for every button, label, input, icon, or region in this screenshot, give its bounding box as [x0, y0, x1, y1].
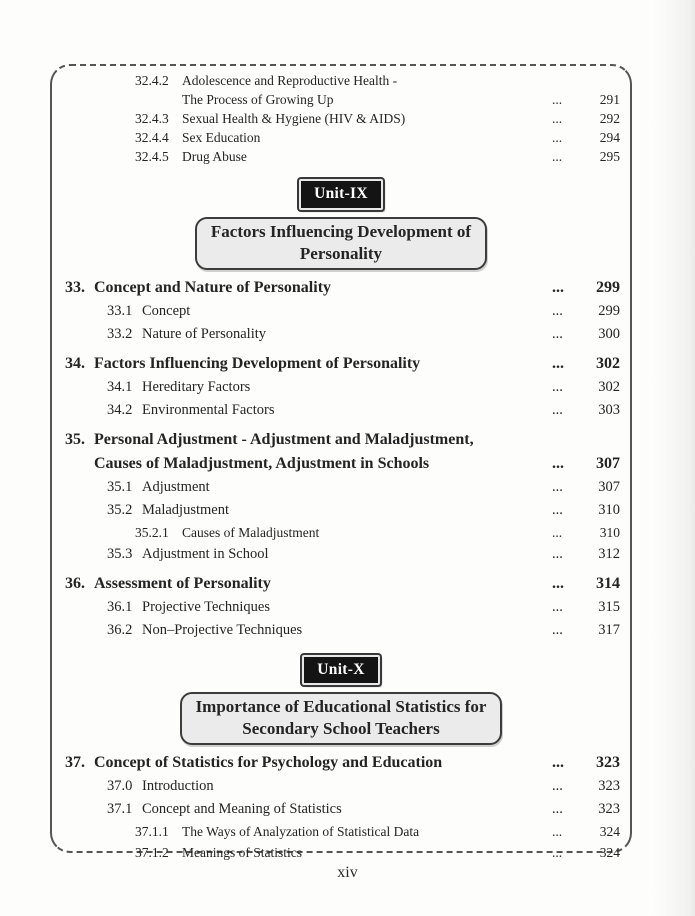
toc-entry-title: Concept	[142, 302, 191, 319]
toc-entry-title: Adjustment in School	[142, 545, 269, 562]
toc-entry-title: Concept and Meaning of Statistics	[142, 801, 342, 817]
toc-leader-dots: ...	[552, 598, 563, 615]
toc-entry-page: 323	[598, 778, 620, 794]
toc-entry-title: Nature of Personality	[142, 325, 267, 342]
toc-leader-dots: ...	[552, 501, 563, 518]
toc-leader-dots: ...	[552, 354, 564, 372]
toc-entry-number: 33.2	[107, 325, 133, 342]
toc-entry	[52, 128, 630, 147]
toc-entry	[52, 352, 630, 376]
toc-entry-page: 310	[599, 524, 620, 540]
toc-entry-title: The Ways of Analyzation of Statistical Data	[182, 824, 420, 839]
toc-leader-dots: ...	[552, 621, 563, 638]
toc-entry-page: 314	[596, 574, 620, 592]
toc-leader-dots: ...	[552, 545, 563, 562]
toc-entry-number: 35.3	[107, 545, 133, 562]
toc-entry-title: Factors Influencing Development of Personality	[94, 354, 421, 372]
toc-entry-page: 323	[596, 754, 620, 771]
toc-entry	[52, 572, 630, 596]
toc-entry	[52, 499, 630, 522]
toc-entry	[52, 775, 630, 798]
toc-leader-dots: ...	[552, 378, 563, 395]
toc-entry	[52, 543, 630, 566]
unit-badge: Unit-IX	[299, 179, 383, 210]
toc-entry-number: 35.2	[107, 501, 133, 518]
toc-entry-page: 299	[598, 302, 620, 319]
toc-entry-number: 35.2.1	[135, 524, 169, 540]
toc-leader-dots: ...	[552, 149, 563, 164]
toc-entry	[52, 276, 630, 300]
toc-entry-page: 295	[599, 149, 620, 164]
toc-leader-dots: ...	[552, 302, 563, 319]
toc-entry-number: 32.4.5	[135, 149, 169, 164]
toc-entry	[52, 71, 630, 90]
toc-entry-title: Projective Techniques	[142, 598, 270, 615]
toc-leader-dots: ...	[552, 278, 564, 296]
toc-entry-title: Causes of Maladjustment, Adjustment in Schools	[94, 454, 430, 472]
toc-entry-title: Maladjustment	[142, 501, 229, 518]
toc-entry	[52, 376, 630, 399]
toc-entry-title: Adolescence and Reproductive Health -	[182, 73, 398, 88]
toc-entry	[52, 619, 630, 642]
toc-entry	[52, 109, 630, 128]
toc-entry	[52, 522, 630, 543]
toc-entry-number: 32.4.4	[135, 130, 169, 145]
toc-leader-dots: ...	[552, 401, 563, 418]
unit-heading-line: Secondary School Teachers	[242, 719, 440, 738]
toc-entry-number: 37.	[65, 754, 85, 771]
toc-entry-page: 302	[596, 354, 620, 372]
toc-entry-number: 35.1	[107, 478, 133, 495]
toc-entry-page: 324	[599, 845, 620, 860]
toc-entry	[52, 798, 630, 821]
toc-entry-continuation	[52, 90, 630, 109]
toc-entry-page: 300	[598, 325, 620, 342]
toc-entry	[52, 399, 630, 422]
toc-entry-title: Concept and Nature of Personality	[94, 278, 332, 296]
toc-leader-dots: ...	[552, 801, 563, 817]
toc-entry-title: Personal Adjustment - Adjustment and Maladjustment,	[94, 430, 474, 448]
unit-heading	[195, 217, 487, 270]
toc-container	[50, 64, 632, 860]
page-number-footer: xiv	[337, 864, 358, 881]
toc-entry-page: 292	[599, 111, 620, 126]
unit-badge: Unit-X	[302, 655, 379, 686]
unit-heading-line: Factors Influencing Development of	[210, 221, 472, 241]
toc-entry	[52, 596, 630, 619]
toc-entry-title: Adjustment	[142, 478, 210, 495]
toc-entry-page: 323	[598, 801, 620, 817]
toc-entry-number: 34.2	[107, 401, 133, 418]
toc-entry-title: Assessment of Personality	[94, 574, 271, 592]
toc-entry-page: 302	[598, 378, 620, 395]
toc-entry	[52, 300, 630, 323]
toc-entry-page: 303	[598, 401, 620, 418]
toc-entry-number: 36.2	[107, 621, 133, 638]
toc-entry	[52, 147, 630, 166]
toc-entry-page: 312	[598, 545, 620, 562]
toc-entry-number: 34.	[65, 354, 85, 372]
toc-leader-dots: ...	[552, 478, 563, 495]
toc-entry-title: Drug Abuse	[182, 149, 247, 164]
toc-entry-title: Hereditary Factors	[142, 378, 251, 395]
unit-heading	[180, 692, 503, 745]
toc-entry-number: 36.1	[107, 598, 133, 615]
toc-entry-page: 324	[599, 824, 620, 839]
toc-entry	[52, 842, 630, 863]
toc-leader-dots: ...	[552, 92, 563, 107]
toc-entry-title: Sexual Health & Hygiene (HIV & AIDS)	[182, 111, 406, 126]
toc-entry-title: Introduction	[142, 778, 214, 794]
toc-entry	[52, 821, 630, 842]
toc-entry-page: 310	[598, 501, 620, 518]
toc-leader-dots: ...	[552, 845, 563, 860]
toc-entry-number: 34.1	[107, 378, 133, 395]
toc-entry-page: 299	[596, 278, 620, 296]
toc-entry-page: 294	[599, 130, 620, 145]
toc-leader-dots: ...	[552, 824, 563, 839]
toc-entry	[52, 751, 630, 775]
toc-entry-title: Meanings of Statistics	[182, 845, 302, 860]
toc-entry	[52, 323, 630, 346]
unit-heading-line: Importance of Educational Statistics for	[195, 697, 487, 716]
toc-entry-page: 307	[598, 478, 620, 495]
toc-entry-continuation	[52, 452, 630, 476]
toc-leader-dots: ...	[552, 111, 563, 126]
toc-entry-number: 36.	[65, 574, 85, 592]
toc-entry-page: 291	[599, 92, 620, 107]
unit-heading-line: Personality	[299, 243, 383, 263]
toc-leader-dots: ...	[552, 130, 563, 145]
toc-entry-title: Non–Projective Techniques	[142, 621, 303, 638]
unit-badge-row	[52, 642, 630, 693]
toc-entry-number: 37.1.2	[135, 845, 169, 860]
toc-leader-dots: ...	[552, 454, 564, 472]
toc-entry-title: Concept of Statistics for Psychology and Education	[94, 754, 443, 771]
toc-entry-number: 37.1.1	[135, 824, 169, 839]
toc-entry	[52, 428, 630, 452]
toc-entry-number: 33.1	[107, 302, 133, 319]
toc-entry-number: 37.1	[107, 801, 133, 817]
toc-leader-dots: ...	[552, 325, 563, 342]
toc-entry	[52, 476, 630, 499]
toc-entry-title: The Process of Growing Up	[182, 92, 334, 107]
toc-leader-dots: ...	[552, 574, 564, 592]
toc-entry-number: 33.	[65, 278, 85, 296]
toc-entry-page: 307	[596, 454, 620, 472]
toc-entry-page: 317	[598, 621, 620, 638]
unit-badge-row	[52, 166, 630, 217]
toc-entry-number: 32.4.3	[135, 111, 169, 126]
toc-entry-page: 315	[598, 598, 620, 615]
toc-leader-dots: ...	[552, 754, 564, 771]
toc-entry-number: 32.4.2	[135, 73, 169, 88]
toc-entry-title: Environmental Factors	[142, 401, 275, 418]
toc-entry-title: Sex Education	[182, 130, 261, 145]
toc-entry-number: 35.	[65, 430, 85, 448]
toc-entry-number: 37.0	[107, 778, 133, 794]
toc-entry-title: Causes of Maladjustment	[182, 524, 320, 540]
toc-leader-dots: ...	[552, 524, 563, 540]
toc-leader-dots: ...	[552, 778, 563, 794]
